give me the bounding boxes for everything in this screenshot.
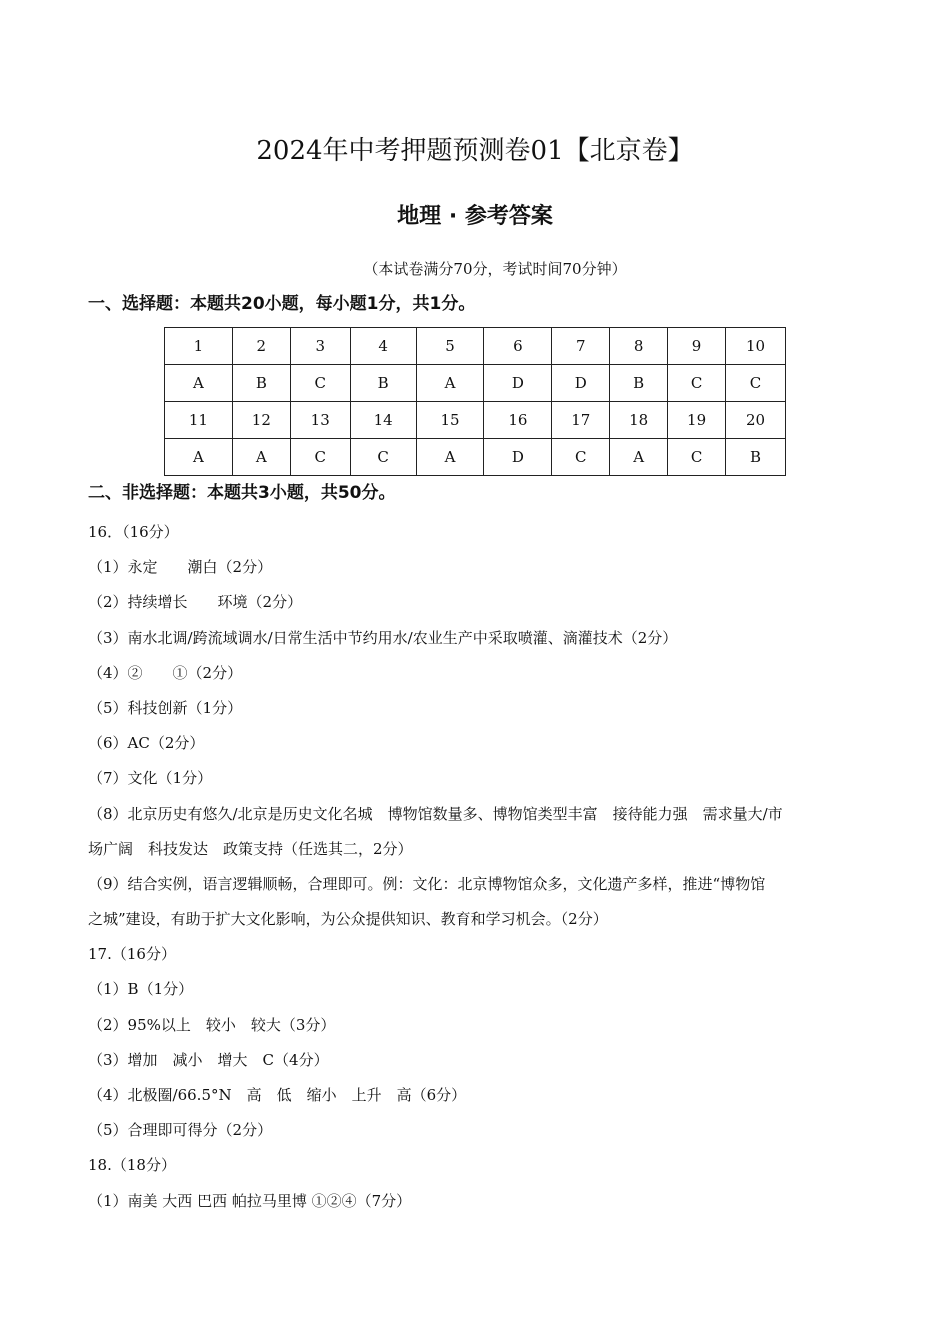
table-cell: D	[484, 365, 552, 402]
table-cell: 6	[484, 328, 552, 365]
table-cell: A	[232, 439, 290, 476]
answer-line: 之城”建设，有助于扩大文化影响，为公众提供知识、教育和学习机会。（2分）	[88, 910, 608, 929]
answer-line: 场广阔 科技发达 政策支持（任选其二，2分）	[88, 839, 413, 858]
answer-line: （7）文化（1分）	[88, 769, 213, 788]
table-cell: 19	[668, 402, 726, 439]
table-cell: 10	[726, 328, 786, 365]
question-17-header: 17.（16分）	[88, 945, 176, 964]
table-cell: 11	[165, 402, 233, 439]
answer-line: （2）95%以上 较小 较大（3分）	[88, 1015, 336, 1034]
table-cell: C	[668, 439, 726, 476]
answer-line: （8）北京历史有悠久/北京是历史文化名城 博物馆数量多、博物馆类型丰富 接待能力强 需求量大/市	[88, 804, 783, 823]
table-cell: B	[350, 365, 416, 402]
page-subtitle: 地理 · 参考答案	[397, 204, 553, 229]
answer-line: （4）北极圈/66.5°N 高 低 缩小 上升 高（6分）	[88, 1086, 467, 1104]
table-cell: 12	[232, 402, 290, 439]
table-cell: A	[416, 439, 484, 476]
table-cell: D	[484, 439, 552, 476]
answer-line: （5）合理即可得分（2分）	[88, 1121, 273, 1140]
answer-table	[164, 327, 786, 476]
table-cell: A	[165, 439, 233, 476]
table-cell: D	[552, 365, 610, 402]
table-row	[165, 439, 786, 476]
table-cell: C	[290, 365, 350, 402]
page-title: 2024年中考押题预测卷01【北京卷】	[256, 136, 694, 166]
table-cell: A	[610, 439, 668, 476]
table-cell: 1	[165, 328, 233, 365]
table-cell: 3	[290, 328, 350, 365]
table-row	[165, 328, 786, 365]
answer-line: （3）南水北调/跨流域调水/日常生活中节约用水/农业生产中采取喷灌、滴灌技术（2分）	[88, 628, 678, 647]
table-cell: A	[416, 365, 484, 402]
answers-body	[88, 515, 868, 1219]
exam-note: （本试卷满分70分，考试时间70分钟）	[363, 260, 627, 278]
table-cell: 17	[552, 402, 610, 439]
table-cell: 4	[350, 328, 416, 365]
table-row	[165, 402, 786, 439]
table-cell: 7	[552, 328, 610, 365]
answer-line: （1）B（1分）	[88, 980, 194, 999]
answer-line: （9）结合实例，语言逻辑顺畅，合理即可。例：文化：北京博物馆众多，文化遗产多样，推进“博物馆	[88, 874, 766, 893]
answer-line: （1）南美 大西 巴西 帕拉马里博 ①②④（7分）	[88, 1191, 412, 1210]
table-cell: B	[726, 439, 786, 476]
section-heading-nonchoice: 二、非选择题：本题共3小题，共50分。	[88, 483, 396, 503]
table-cell: B	[610, 365, 668, 402]
section-heading-choice: 一、选择题：本题共20小题，每小题1分，共1分。	[88, 294, 476, 314]
answer-line: （5）科技创新（1分）	[88, 698, 243, 717]
table-cell: C	[668, 365, 726, 402]
table-cell: 18	[610, 402, 668, 439]
answer-line: （3）增加 减小 增大 C（4分）	[88, 1050, 329, 1069]
table-cell: 20	[726, 402, 786, 439]
table-cell: 13	[290, 402, 350, 439]
table-cell: 16	[484, 402, 552, 439]
answer-line: （1）永定 潮白（2分）	[88, 558, 273, 577]
table-cell: C	[552, 439, 610, 476]
table-cell: C	[350, 439, 416, 476]
table-cell: 14	[350, 402, 416, 439]
answer-line: （2）持续增长 环境（2分）	[88, 593, 303, 612]
table-cell: 2	[232, 328, 290, 365]
table-cell: A	[165, 365, 233, 402]
table-cell: C	[726, 365, 786, 402]
question-18-header: 18.（18分）	[88, 1156, 176, 1175]
table-cell: 8	[610, 328, 668, 365]
answer-line: （4）② ①（2分）	[88, 663, 243, 682]
table-cell: 5	[416, 328, 484, 365]
question-16-header: 16．（16分）	[88, 523, 179, 541]
table-cell: 9	[668, 328, 726, 365]
table-cell: C	[290, 439, 350, 476]
answer-line: （6）AC（2分）	[88, 734, 205, 753]
table-cell: 15	[416, 402, 484, 439]
table-row	[165, 365, 786, 402]
table-cell: B	[232, 365, 290, 402]
